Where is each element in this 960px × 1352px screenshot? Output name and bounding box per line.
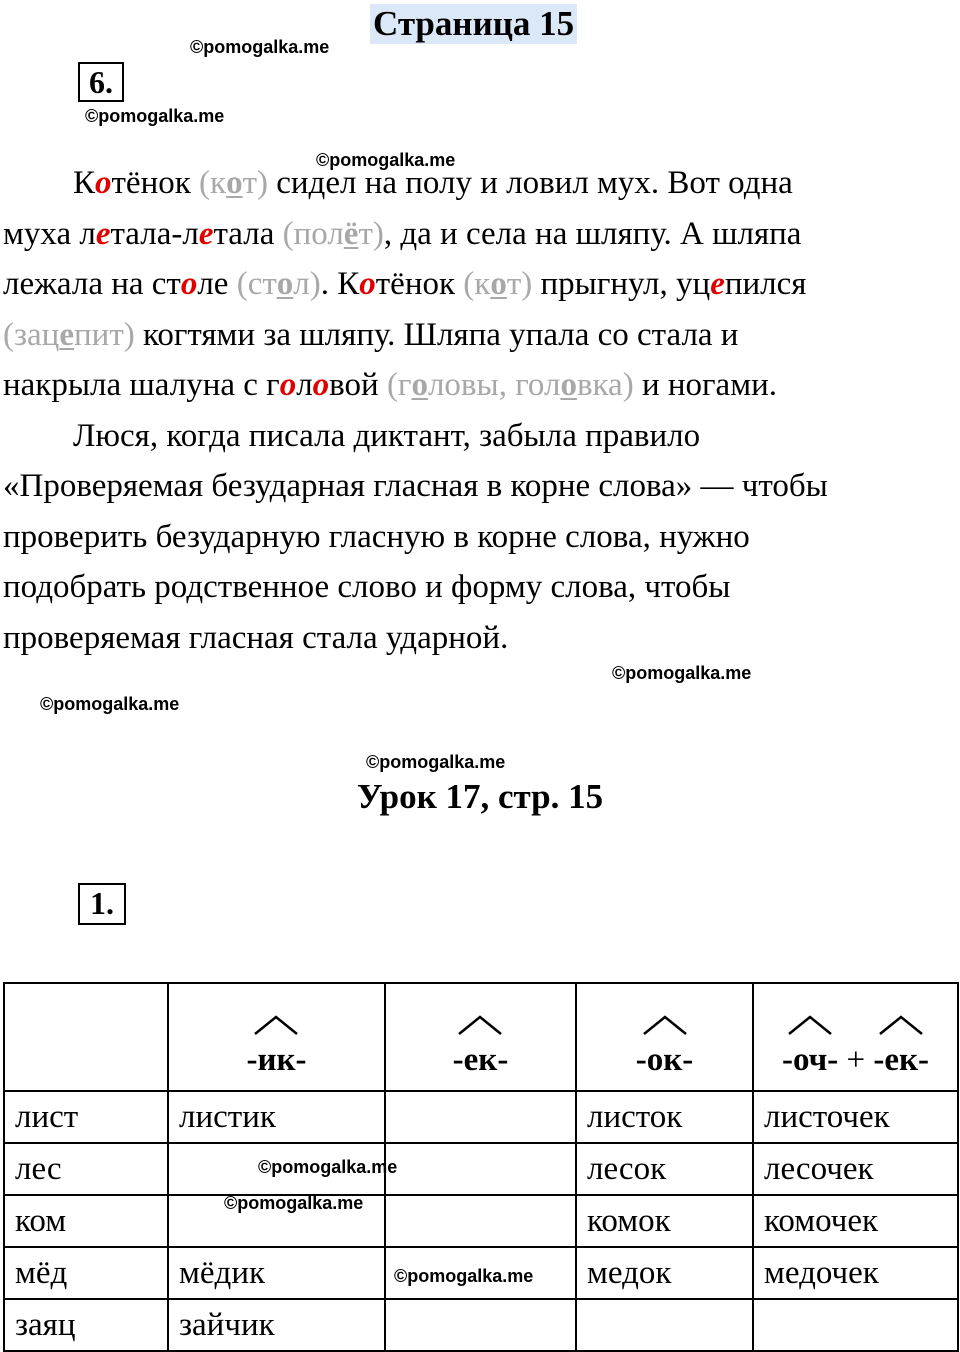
- table-row: [4, 1195, 958, 1247]
- table-cell: лист: [4, 1091, 168, 1143]
- table-cell: листочек: [753, 1091, 958, 1143]
- table-cell: заяц: [4, 1299, 168, 1351]
- text-line: проверить безударную гласную в корне слова, нужно: [3, 518, 750, 555]
- table-header-row: [4, 983, 958, 1091]
- text-line: лежала на столе (стол). Котёнок (кот) прыгнул, уцепился: [3, 266, 807, 302]
- exercise-number-6: 6.: [78, 62, 124, 102]
- table-cell: лесок: [576, 1143, 753, 1195]
- table-cell: лес: [4, 1143, 168, 1195]
- table-cell: листик: [168, 1091, 385, 1143]
- page-title: Страница 15: [370, 4, 577, 44]
- suffix-arc-icon: [787, 1014, 833, 1036]
- watermark: ©pomogalka.me: [394, 1266, 534, 1286]
- exercise-number-1: 1.: [78, 883, 126, 925]
- header-cell: [168, 983, 385, 1091]
- suffix-arc-icon: [253, 1014, 299, 1036]
- table-cell: [385, 1091, 576, 1143]
- table-cell: комочек: [753, 1195, 958, 1247]
- watermark: ©pomogalka.me: [366, 752, 506, 772]
- table-cell: [385, 1299, 576, 1351]
- lesson-title: Урок 17, стр. 15: [356, 777, 604, 816]
- table-cell: [385, 1143, 576, 1195]
- table-cell: комок: [576, 1195, 753, 1247]
- header-cell: [753, 983, 958, 1091]
- header-cell: [385, 983, 576, 1091]
- exercise6-text: [3, 158, 958, 663]
- table-row: [4, 1143, 958, 1195]
- suffix-arc-icon: [878, 1014, 924, 1036]
- watermark: ©pomogalka.me: [85, 106, 225, 126]
- table-cell: [576, 1299, 753, 1351]
- text-line: муха летала-летала (полёт), да и села на шляпу. А шляпа: [3, 215, 802, 252]
- watermark: ©pomogalka.me: [224, 1193, 364, 1213]
- table-cell: мёд: [4, 1247, 168, 1299]
- watermark: ©pomogalka.me: [612, 663, 752, 683]
- text-line: накрыла шалуна с головой (головы, головка) и ногами.: [3, 367, 777, 403]
- suffix-arc-icon: [642, 1014, 688, 1036]
- header-cell: [576, 983, 753, 1091]
- table-cell: ком: [4, 1195, 168, 1247]
- text-line: проверяемая гласная стала ударной.: [3, 619, 509, 656]
- watermark: ©pomogalka.me: [258, 1157, 398, 1177]
- text-line: (зацепит) когтями за шляпу. Шляпа упала со стала и: [3, 316, 739, 353]
- watermark: ©pomogalka.me: [190, 37, 330, 57]
- text-line: «Проверяемая безударная гласная в корне слова» — чтобы: [3, 468, 828, 504]
- text-line: подобрать родственное слово и форму слова, чтобы: [3, 569, 731, 605]
- table-row: [4, 1091, 958, 1143]
- table-cell: [385, 1195, 576, 1247]
- suffix-ik: -ик-: [246, 1040, 306, 1080]
- table-cell: лесочек: [753, 1143, 958, 1195]
- text-line: Люся, когда писала диктант, забыла правило: [73, 417, 701, 454]
- text-line: Котёнок (кот) сидел на полу и ловил мух. Вот одна: [73, 165, 793, 201]
- header-cell: [4, 983, 168, 1091]
- suffix-ok: -ок-: [636, 1040, 694, 1080]
- suffix-ek: -ек-: [873, 1040, 929, 1080]
- table-cell: медочек: [753, 1247, 958, 1299]
- table-cell: листок: [576, 1091, 753, 1143]
- suffix-arc-icon: [457, 1014, 503, 1036]
- suffix-ek: -ек-: [453, 1040, 509, 1080]
- table-cell: мёдик: [168, 1247, 385, 1299]
- plus-sign: +: [846, 1042, 866, 1078]
- table-cell: зайчик: [168, 1299, 385, 1351]
- watermark: ©pomogalka.me: [40, 694, 180, 714]
- table-cell: медок: [576, 1247, 753, 1299]
- suffix-och: -оч-: [782, 1040, 838, 1080]
- table-row: [4, 1299, 958, 1351]
- table-cell: [753, 1299, 958, 1351]
- watermark: ©pomogalka.me: [316, 150, 456, 170]
- suffix-table: [3, 982, 959, 1352]
